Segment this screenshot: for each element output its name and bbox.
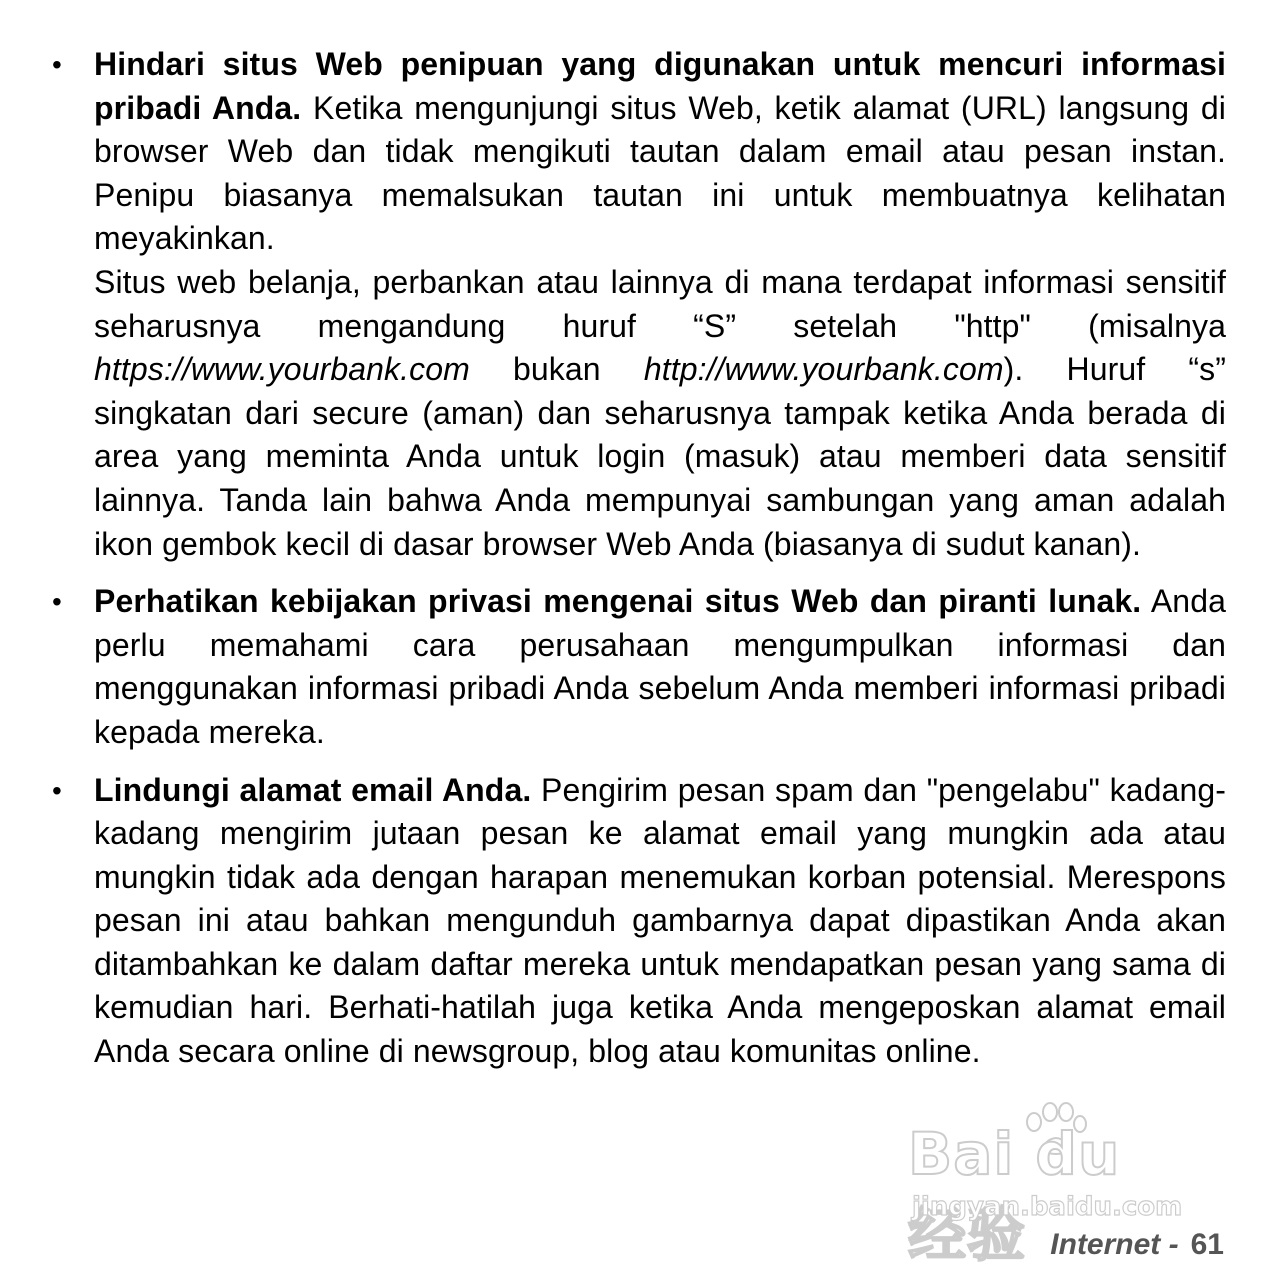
paragraph [94, 769, 1226, 1074]
paragraph [94, 261, 1226, 566]
page-footer [1050, 1228, 1224, 1262]
body-text: Pengirim pesan spam dan "pengelabu" kadang-kadang mengirim jutaan pesan ke alamat email yang mungkin ada atau mungkin tidak ada dengan harapan menemukan korban potensial. Merespons pesan ini atau bahkan mengunduh gambarnya dapat dipastikan Anda akan ditambahkan ke dalam daftar mereka untuk mendapatkan pesan yang sama di kemudian hari. Berhati-hatilah juga ketika Anda mengeposkan alamat email Anda secara online di newsgroup, blog atau komunitas online. [94, 771, 1226, 1070]
document-body [52, 43, 1226, 1088]
bold-lead: Hindari situs Web penipuan yang digunakan untuk mencuri informasi pribadi Anda. [94, 46, 1226, 126]
bullet-mark: • [52, 49, 62, 80]
body-text: Ketika mengunjungi situs Web, ketik alamat (URL) langsung di browser Web dan tidak mengikuti tautan dalam email atau pesan instan. Penipu biasanya memalsukan tautan ini untuk membuatnya kelihatan meyakinkan. [94, 89, 1226, 257]
paragraph [94, 580, 1226, 754]
paragraph [94, 43, 1226, 261]
bullet-mark: • [52, 586, 62, 618]
page-number: 61 [1190, 1228, 1224, 1261]
url-example: https://www.yourbank.com [94, 351, 470, 388]
url-example: http://www.yourbank.com [643, 351, 1004, 388]
body-text: bukan [469, 351, 644, 388]
bold-lead: Lindungi alamat email Anda. [94, 771, 532, 808]
body-text: Situs web belanja, perbankan atau lainnya di mana terdapat informasi sensitif seharusnya mengandung huruf “S” setelah "http" (misalnya [94, 263, 1226, 344]
body-text: ). Huruf “s” singkatan dari secure (aman) dan seharusnya tampak ketika Anda berada di area yang meminta Anda untuk login (masuk) atau memberi data sensitif lainnya. Tanda lain bahwa Anda mempunyai sambungan yang aman adalah ikon gembok kecil di dasar browser Web Anda (biasanya di sudut kanan). [94, 351, 1227, 562]
bullet-item [52, 580, 1226, 754]
watermark-url: jingyan.baidu.com [912, 1192, 1183, 1222]
bold-lead: Perhatikan kebijakan privasi mengenai situs Web dan piranti lunak. [94, 583, 1142, 620]
bullet-item [52, 769, 1226, 1074]
body-text: Anda perlu memahami cara perusahaan mengumpulkan informasi dan menggunakan informasi pribadi Anda sebelum Anda memberi informasi pribadi kepada mereka. [94, 583, 1226, 750]
bullet-mark: • [52, 774, 62, 806]
section-label: Internet - [1050, 1228, 1179, 1261]
bullet-item [52, 43, 1226, 566]
watermark-logo: Bai du 经验 [908, 1120, 1121, 1269]
